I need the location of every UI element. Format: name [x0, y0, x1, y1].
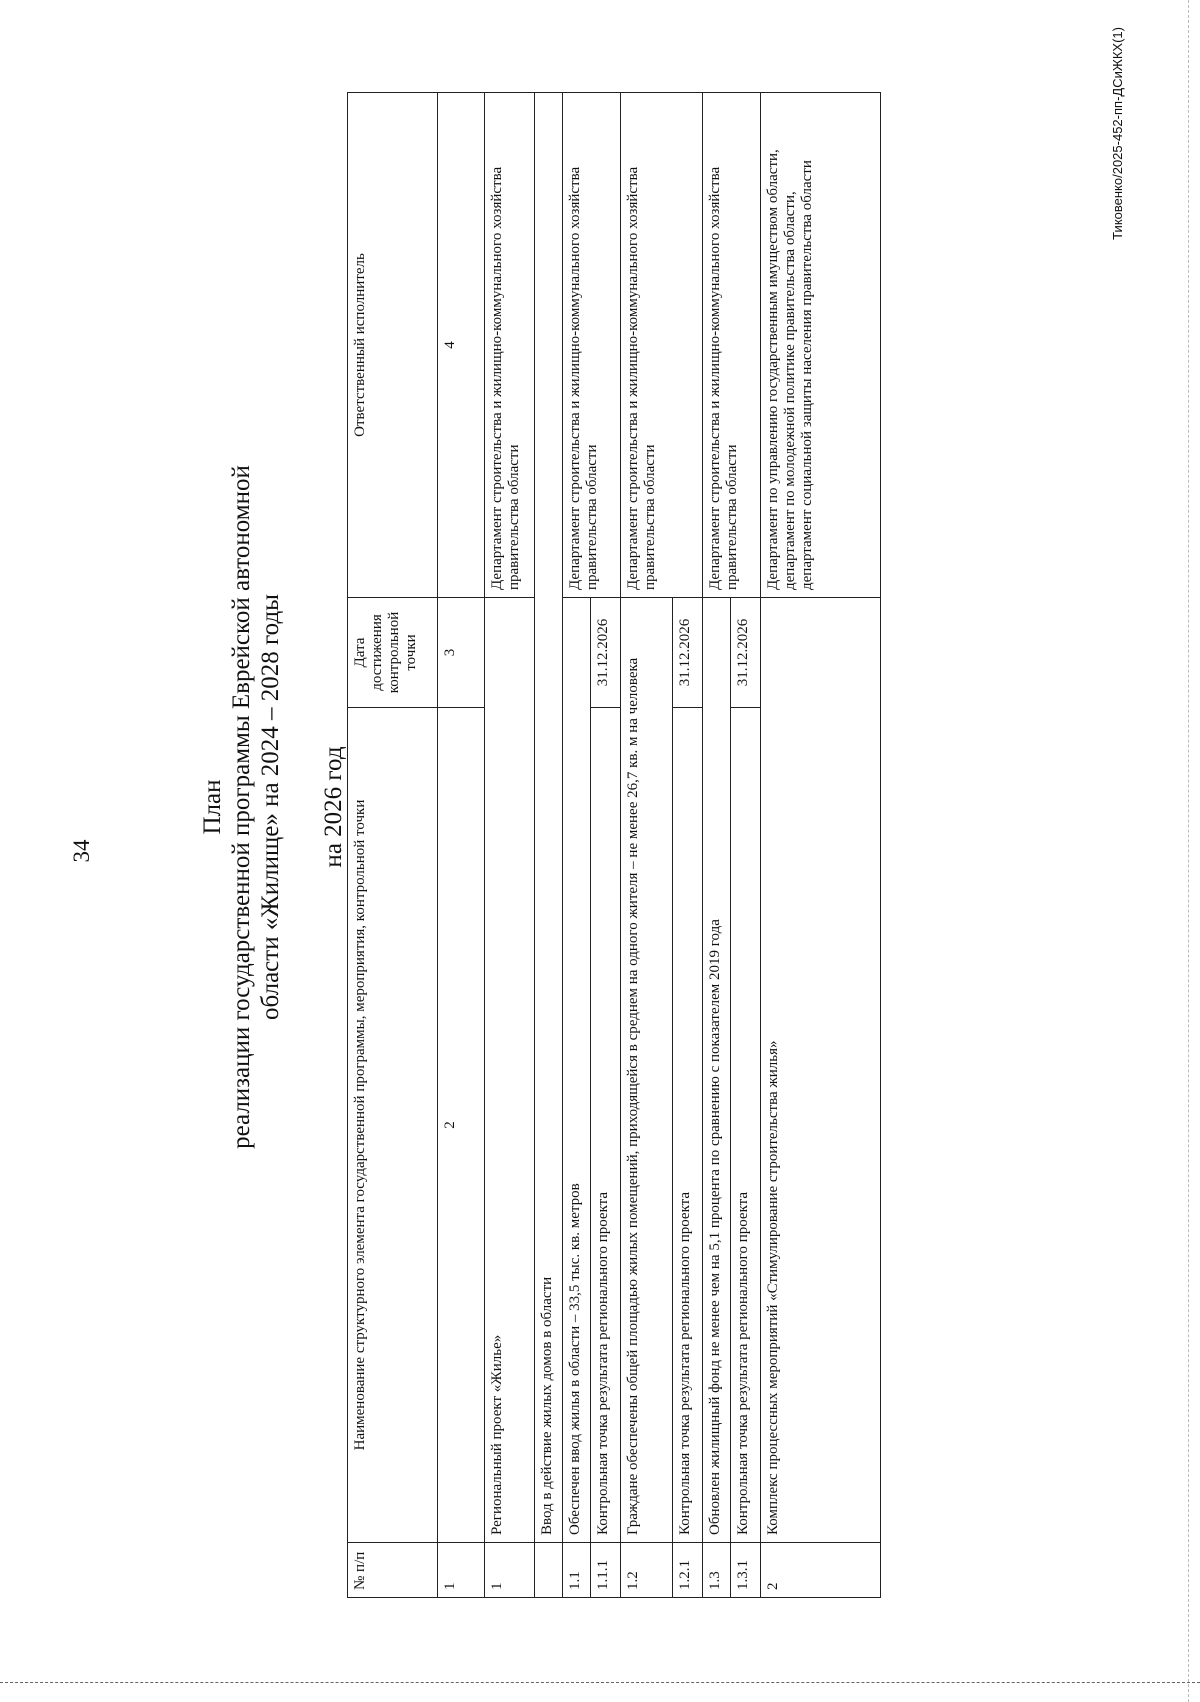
- header-date: Дата достижения контрольной точки: [348, 598, 438, 708]
- row-executor: Департамент строительства и жилищно-коммунального хозяйства правительства области: [485, 93, 535, 598]
- row-num: 1.2: [621, 1543, 673, 1598]
- document-code: Тиковенко/2025-452-пп-ДСиЖКХ(1): [1110, 27, 1125, 240]
- row-executor: Департамент строительства и жилищно-коммунального хозяйства правительства области: [563, 93, 621, 598]
- row-num: 1.1.1: [591, 1543, 621, 1598]
- row-name: Региональный проект «Жилье»: [485, 598, 535, 1543]
- row-name: Контрольная точка результата регионального проекта: [591, 708, 621, 1543]
- column-number: 4: [438, 93, 485, 598]
- column-number: 3: [438, 598, 485, 708]
- executor-line: департамент социальной защиты населения правительства области: [799, 160, 815, 590]
- heading-line-2: области «Жилище» на 2024 – 2028 годы: [257, 594, 284, 1020]
- row-date: 31.12.2026: [731, 598, 761, 708]
- row-name: Ввод в действие жилых домов в области: [535, 93, 563, 1543]
- row-date: 31.12.2026: [673, 598, 703, 708]
- row-num: 1.3.1: [731, 1543, 761, 1598]
- row-num: 1.3: [703, 1543, 731, 1598]
- table-row: [761, 93, 881, 1598]
- header-executor: Ответственный исполнитель: [348, 93, 438, 598]
- table-row: [535, 93, 563, 1598]
- heading-line-1: реализации государственной программы Еврейской автономной: [228, 465, 255, 1149]
- row-name: Обеспечен ввод жилья в области – 33,5 тыс. кв. метров: [563, 598, 591, 1543]
- row-name: Граждане обеспечены общей площадью жилых помещений, приходящейся в среднем на одного жителя – не менее 26,7 кв. м на человека: [621, 598, 673, 1543]
- row-name: Обновлен жилищный фонд не менее чем на 5,1 процента по сравнению с показателем 2019 года: [703, 598, 731, 1543]
- table-header-row: [348, 93, 438, 1598]
- header-num: № п/п: [348, 1543, 438, 1598]
- row-date: 31.12.2026: [591, 598, 621, 708]
- header-name: Наименование структурного элемента государственной программы, мероприятия, контрольной точки: [348, 708, 438, 1543]
- row-name: Комплекс процессных мероприятий «Стимулирование строительства жилья»: [761, 598, 881, 1543]
- row-num: 1: [485, 1543, 535, 1598]
- column-number: 1: [438, 1543, 485, 1598]
- table-row: [703, 93, 731, 1598]
- heading-title: План: [199, 779, 226, 835]
- plan-table: [347, 92, 881, 1598]
- page-number: 34: [69, 839, 94, 863]
- row-executor: Департамент строительства и жилищно-коммунального хозяйства правительства области: [703, 93, 761, 598]
- table-row: [621, 93, 673, 1598]
- table-row: [563, 93, 591, 1598]
- row-name: Контрольная точка результата регионального проекта: [731, 708, 761, 1543]
- column-number: 2: [438, 708, 485, 1543]
- table-row: [485, 93, 535, 1598]
- scan-right-edge: [1188, 0, 1189, 1702]
- row-num: [535, 1543, 563, 1598]
- row-num: 1.1: [563, 1543, 591, 1598]
- row-num: 2: [761, 1543, 881, 1598]
- executor-line: Департамент по управлению государственным имуществом области,: [765, 149, 781, 590]
- executor-line: департамент по молодежной политике правительства области,: [782, 191, 798, 590]
- scan-edge-line: [0, 1682, 1200, 1683]
- row-executor: Департамент строительства и жилищно-коммунального хозяйства правительства области: [621, 93, 703, 598]
- row-executor: [761, 93, 881, 598]
- row-name: Контрольная точка результата регионального проекта: [673, 708, 703, 1543]
- heading-period: на 2026 год: [320, 746, 347, 868]
- document-heading: [198, 342, 285, 1272]
- column-number-row: [438, 93, 485, 1598]
- row-num: 1.2.1: [673, 1543, 703, 1598]
